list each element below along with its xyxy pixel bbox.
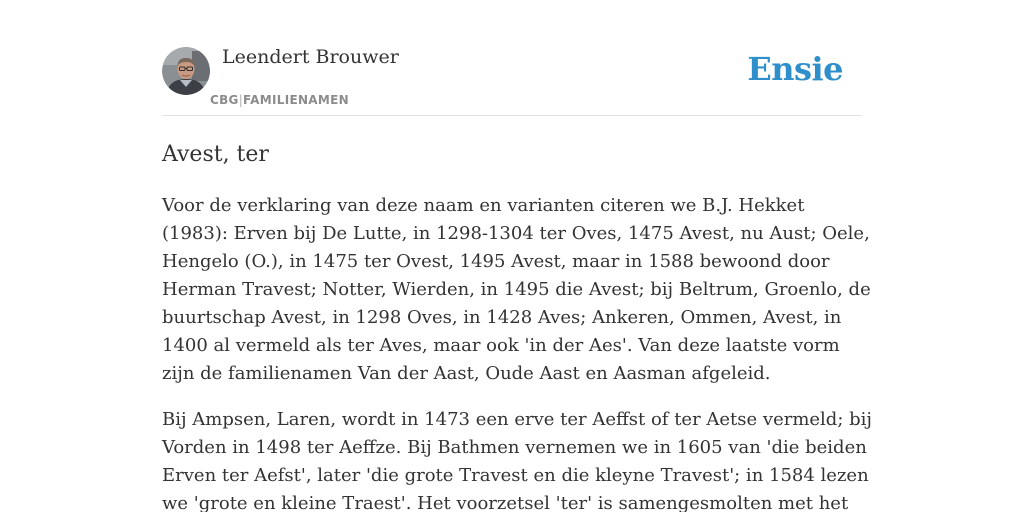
article-paragraph: Bij Ampsen, Laren, wordt in 1473 een erve ter Aeffst of ter Aetse vermeld; bij Vorden in 1498 ter Aeffze. Bij Bathmen vernemen we in 1605 van 'die beiden Erven ter Aefst', later 'die grote Travest en die kleyne Travest'; in 1584 lezen we 'grote en kleine Traest'. Het voorzetsel 'ter' is samengesmolten met het (162, 409, 872, 512)
ensie-logo[interactable]: Ensie (747, 50, 843, 88)
article-body (162, 140, 872, 512)
article-title: Avest, ter (162, 142, 269, 167)
author-avatar[interactable] (162, 47, 210, 95)
author-name[interactable]: Leendert Brouwer (222, 46, 399, 68)
article-paragraph: Voor de verklaring van deze naam en varianten citeren we B.J. Hekket (1983): Erven bij De Lutte, in 1298-1304 ter Oves, 1475 Avest, nu Aust; Oele, Hengelo (O.), in 1475 ter Ovest, 1495 Avest, maar in 1588 bewoond door Herman Travest; Notter, Wierden, in 1495 die Avest; bij Beltrum, Groenlo, de buurtschap Avest, in 1298 Oves, in 1428 Aves; Ankeren, Ommen, Avest, in 1400 al vermeld als ter Aves, maar ook 'in der Aes'. Van deze laatste vorm zijn de familienamen Van der Aast, Oude Aast en Aasman afgeleid. (162, 195, 871, 384)
breadcrumb-category[interactable]: FAMILIENAMEN (243, 93, 349, 107)
breadcrumb (210, 93, 349, 107)
article-header (162, 0, 862, 116)
breadcrumb-separator: | (238, 93, 244, 107)
breadcrumb-source[interactable]: CBG (210, 93, 239, 107)
